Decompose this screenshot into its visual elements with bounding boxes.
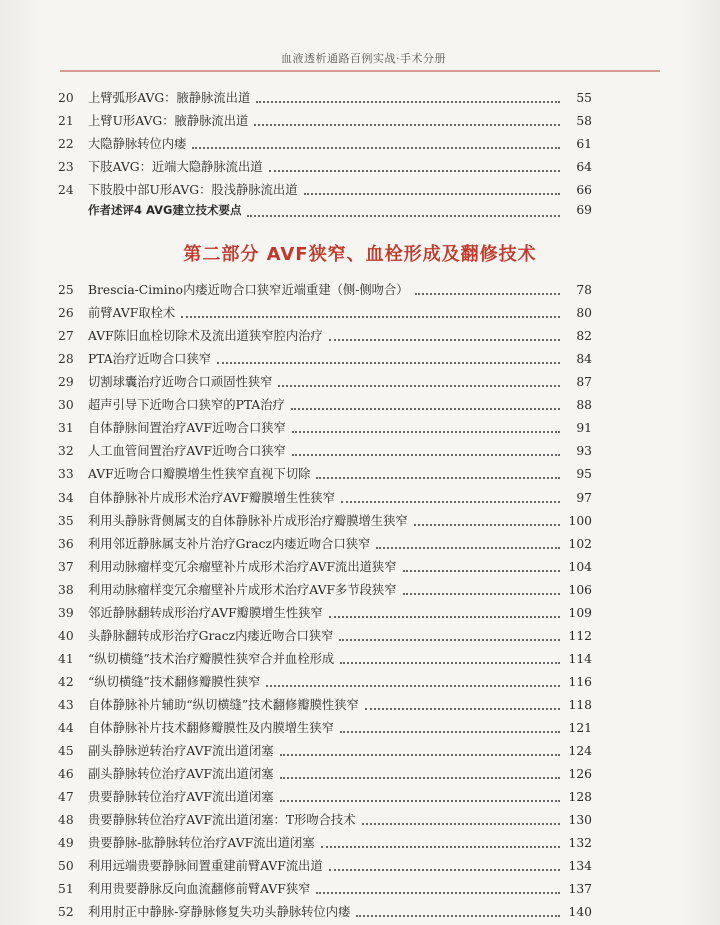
entry-page: 93 xyxy=(576,444,592,459)
dot-leader xyxy=(280,777,560,779)
entry-title: 人工血管间置治疗AVF近吻合口狭窄 xyxy=(88,444,286,459)
toc-entry[interactable] xyxy=(58,488,592,510)
entry-number: 43 xyxy=(58,697,74,712)
toc-entry[interactable] xyxy=(58,672,592,694)
entry-number: 28 xyxy=(58,352,74,367)
toc-entry[interactable] xyxy=(58,787,592,809)
entry-number: 45 xyxy=(58,744,74,758)
entry-title: 大隐静脉转位内瘘 xyxy=(88,137,187,151)
dot-leader xyxy=(339,639,560,641)
dot-leader xyxy=(376,547,560,549)
entry-title: 利用头静脉背侧属支的自体静脉补片成形治疗瓣膜增生狭窄 xyxy=(88,513,408,528)
toc-entry[interactable] xyxy=(58,303,592,325)
header-rule xyxy=(60,70,660,72)
dot-leader xyxy=(304,193,561,195)
dot-leader xyxy=(291,408,560,410)
dot-leader xyxy=(340,731,560,733)
entry-number: 48 xyxy=(58,813,74,828)
entry-number: 25 xyxy=(58,283,74,297)
entry-number: 33 xyxy=(58,467,74,482)
toc-entry[interactable] xyxy=(58,326,592,348)
entry-number: 51 xyxy=(58,882,74,897)
entry-number: 40 xyxy=(58,628,74,643)
entry-title: 下肢AVG：近端大隐静脉流出道 xyxy=(88,160,263,174)
entry-page: 97 xyxy=(576,490,592,505)
toc-entry[interactable] xyxy=(58,649,592,671)
entry-page: 109 xyxy=(568,605,592,620)
entry-page: 114 xyxy=(568,651,592,666)
dot-leader xyxy=(181,316,560,318)
dot-leader xyxy=(280,754,560,756)
toc-entry[interactable] xyxy=(58,511,592,533)
entry-number: 20 xyxy=(58,91,74,105)
dot-leader xyxy=(247,215,560,217)
toc-entry[interactable] xyxy=(58,718,592,740)
entry-number: 37 xyxy=(58,559,74,574)
entry-title: 贵要静脉转位治疗AVF流出道闭塞：T形吻合技术 xyxy=(88,813,356,828)
entry-number: 42 xyxy=(58,674,74,689)
entry-title: 利用肘正中静脉-穿静脉修复失功头静脉转位内瘘 xyxy=(88,905,351,920)
review-title: 作者述评4 AVG建立技术要点 xyxy=(88,203,242,217)
entry-title: 利用贵要静脉反向血流翻修前臂AVF狭窄 xyxy=(88,882,311,897)
entry-number: 32 xyxy=(58,444,74,459)
entry-page: 121 xyxy=(568,721,592,735)
running-title: 血液透析通路百例实战·手术分册 xyxy=(281,52,446,65)
toc-entry[interactable] xyxy=(58,395,592,417)
dot-leader xyxy=(403,593,560,595)
entry-number: 36 xyxy=(58,536,74,551)
dot-leader xyxy=(365,708,560,710)
toc-entry[interactable] xyxy=(58,810,592,832)
entry-page: 58 xyxy=(576,114,592,128)
entry-number: 30 xyxy=(58,398,74,413)
entry-page: 91 xyxy=(576,421,592,436)
dot-leader xyxy=(292,431,560,433)
entry-number: 44 xyxy=(58,721,74,735)
dot-leader xyxy=(217,362,560,364)
entry-title: 超声引导下近吻合口狭窄的PTA治疗 xyxy=(88,398,285,413)
entry-page: 82 xyxy=(576,329,592,344)
toc-entry[interactable] xyxy=(58,626,592,648)
dot-leader xyxy=(329,616,560,618)
entry-number: 46 xyxy=(58,767,74,781)
entry-title: 自体静脉间置治疗AVF近吻合口狭窄 xyxy=(88,421,286,436)
entry-number: 24 xyxy=(58,183,74,197)
dot-leader xyxy=(321,846,560,848)
entry-title: 副头静脉逆转治疗AVF流出道闭塞 xyxy=(88,744,274,758)
dot-leader xyxy=(316,477,560,479)
toc-entry[interactable] xyxy=(58,280,592,302)
toc-entry[interactable] xyxy=(58,180,592,202)
entry-page: 95 xyxy=(576,467,592,482)
dot-leader xyxy=(340,662,560,664)
entry-page: 61 xyxy=(576,137,592,151)
entry-title: 自体静脉补片辅助“纵切横缝”技术翻修瓣膜性狭窄 xyxy=(88,697,359,712)
entry-title: 自体静脉补片技术翻修瓣膜性及内膜增生狭窄 xyxy=(88,721,334,735)
dot-leader xyxy=(329,339,560,341)
toc-entry[interactable] xyxy=(58,764,592,786)
entry-page: 55 xyxy=(576,91,592,105)
dot-leader xyxy=(415,293,560,295)
toc-entry[interactable] xyxy=(58,88,592,110)
toc-review-entry[interactable] xyxy=(58,202,592,224)
entry-title: 头静脉翻转成形治疗Gracz内瘘近吻合口狭窄 xyxy=(88,628,334,643)
entry-number: 26 xyxy=(58,306,74,321)
toc-entry[interactable] xyxy=(58,580,592,602)
running-header xyxy=(0,44,660,72)
entry-page: 130 xyxy=(568,813,592,828)
toc-entry[interactable] xyxy=(58,741,592,763)
entry-title: 下肢股中部U形AVG：股浅静脉流出道 xyxy=(88,183,298,197)
entry-page: 80 xyxy=(576,306,592,321)
toc-entry[interactable] xyxy=(58,833,592,855)
entry-number: 23 xyxy=(58,160,74,174)
toc-entry[interactable] xyxy=(58,349,592,371)
entry-title: AVF近吻合口瓣膜增生性狭窄直视下切除 xyxy=(88,467,311,482)
entry-title: 前臂AVF取栓术 xyxy=(88,306,176,321)
entry-page: 87 xyxy=(576,375,592,390)
dot-leader xyxy=(329,869,560,871)
toc-entry[interactable] xyxy=(58,557,592,579)
entry-title: 副头静脉转位治疗AVF流出道闭塞 xyxy=(88,767,274,781)
entry-page: 137 xyxy=(568,882,592,897)
toc-entry[interactable] xyxy=(58,695,592,717)
entry-title: 邻近静脉翻转成形治疗AVF瓣膜增生性狭窄 xyxy=(88,605,323,620)
toc-entry[interactable] xyxy=(58,902,592,924)
toc-entry[interactable] xyxy=(58,856,592,878)
dot-leader xyxy=(356,915,560,917)
dot-leader xyxy=(414,524,560,526)
entry-page: 78 xyxy=(576,283,592,297)
dot-leader xyxy=(316,892,560,894)
entry-title: PTA治疗近吻合口狭窄 xyxy=(88,352,212,367)
entry-title: 切割球囊治疗近吻合口顽固性狭窄 xyxy=(88,375,273,390)
entry-page: 140 xyxy=(568,905,592,920)
entry-number: 31 xyxy=(58,421,74,436)
toc-entry[interactable] xyxy=(58,603,592,625)
entry-title: “纵切横缝”技术治疗瓣膜性狭窄合并血栓形成 xyxy=(88,651,335,666)
toc-entry[interactable] xyxy=(58,464,592,486)
entry-number: 22 xyxy=(58,137,74,151)
entry-page: 128 xyxy=(568,790,592,805)
entry-title: 上臂U形AVG：腋静脉流出道 xyxy=(88,114,249,128)
entry-number: 47 xyxy=(58,790,74,805)
entry-page: 118 xyxy=(568,697,592,712)
entry-title: 利用动脉瘤样变冗余瘤壁补片成形术治疗AVF多节段狭窄 xyxy=(88,582,397,597)
dot-leader xyxy=(192,147,560,149)
entry-title: 利用邻近静脉属支补片治疗Gracz内瘘近吻合口狭窄 xyxy=(88,536,371,551)
entry-page: 100 xyxy=(568,513,592,528)
dot-leader xyxy=(280,800,560,802)
entry-number: 49 xyxy=(58,836,74,851)
entry-title: AVF陈旧血栓切除术及流出道狭窄腔内治疗 xyxy=(88,329,323,344)
entry-title: “纵切横缝”技术翻修瓣膜性狭窄 xyxy=(88,674,261,689)
toc-entry[interactable] xyxy=(58,372,592,394)
entry-title: 贵要静脉-肱静脉转位治疗AVF流出道闭塞 xyxy=(88,836,315,851)
entry-page: 104 xyxy=(568,559,592,574)
entry-number: 35 xyxy=(58,513,74,528)
entry-number: 41 xyxy=(58,651,74,666)
entry-title: Brescia-Cimino内瘘近吻合口狭窄近端重建（侧-侧吻合） xyxy=(88,283,409,297)
entry-page: 64 xyxy=(576,160,592,174)
toc-entry[interactable] xyxy=(58,534,592,556)
entry-number: 21 xyxy=(58,114,74,128)
entry-page: 66 xyxy=(576,183,592,197)
entry-page: 84 xyxy=(576,352,592,367)
section-heading: 第二部分 AVF狭窄、血栓形成及翻修技术 xyxy=(183,244,537,265)
dot-leader xyxy=(254,124,560,126)
entry-title: 利用动脉瘤样变冗余瘤壁补片成形术治疗AVF流出道狭窄 xyxy=(88,559,397,574)
entry-page: 112 xyxy=(568,628,592,643)
entry-page: 126 xyxy=(568,767,592,781)
entry-page: 132 xyxy=(568,836,592,851)
entry-page: 88 xyxy=(576,398,592,413)
toc-entry[interactable] xyxy=(58,134,592,156)
entry-page: 106 xyxy=(568,582,592,597)
entry-number: 38 xyxy=(58,582,74,597)
dot-leader xyxy=(266,685,560,687)
entry-page: 102 xyxy=(568,536,592,551)
entry-page: 134 xyxy=(568,859,592,874)
entry-page: 116 xyxy=(568,674,592,689)
entry-title: 上臂弧形AVG：腋静脉流出道 xyxy=(88,91,251,105)
entry-number: 50 xyxy=(58,859,74,874)
entry-title: 贵要静脉转位治疗AVF流出道闭塞 xyxy=(88,790,274,805)
entry-number: 52 xyxy=(58,905,74,920)
entry-page: 124 xyxy=(568,744,592,758)
entry-title: 自体静脉补片成形术治疗AVF瓣膜增生性狭窄 xyxy=(88,490,336,505)
toc-entry[interactable] xyxy=(58,879,592,901)
toc-entry[interactable] xyxy=(58,441,592,463)
toc-entry[interactable] xyxy=(58,111,592,133)
entry-number: 34 xyxy=(58,490,74,505)
dot-leader xyxy=(278,385,560,387)
toc-entry[interactable] xyxy=(58,418,592,440)
entry-title: 利用远端贵要静脉间置重建前臂AVF流出道 xyxy=(88,859,323,874)
dot-leader xyxy=(341,501,560,503)
toc-entry[interactable] xyxy=(58,157,592,179)
entry-number: 27 xyxy=(58,329,74,344)
entry-number: 29 xyxy=(58,375,74,390)
dot-leader xyxy=(403,570,560,572)
dot-leader xyxy=(256,101,560,103)
review-page: 69 xyxy=(576,203,592,217)
dot-leader xyxy=(362,823,560,825)
dot-leader xyxy=(269,170,560,172)
dot-leader xyxy=(292,454,560,456)
entry-number: 39 xyxy=(58,605,74,620)
